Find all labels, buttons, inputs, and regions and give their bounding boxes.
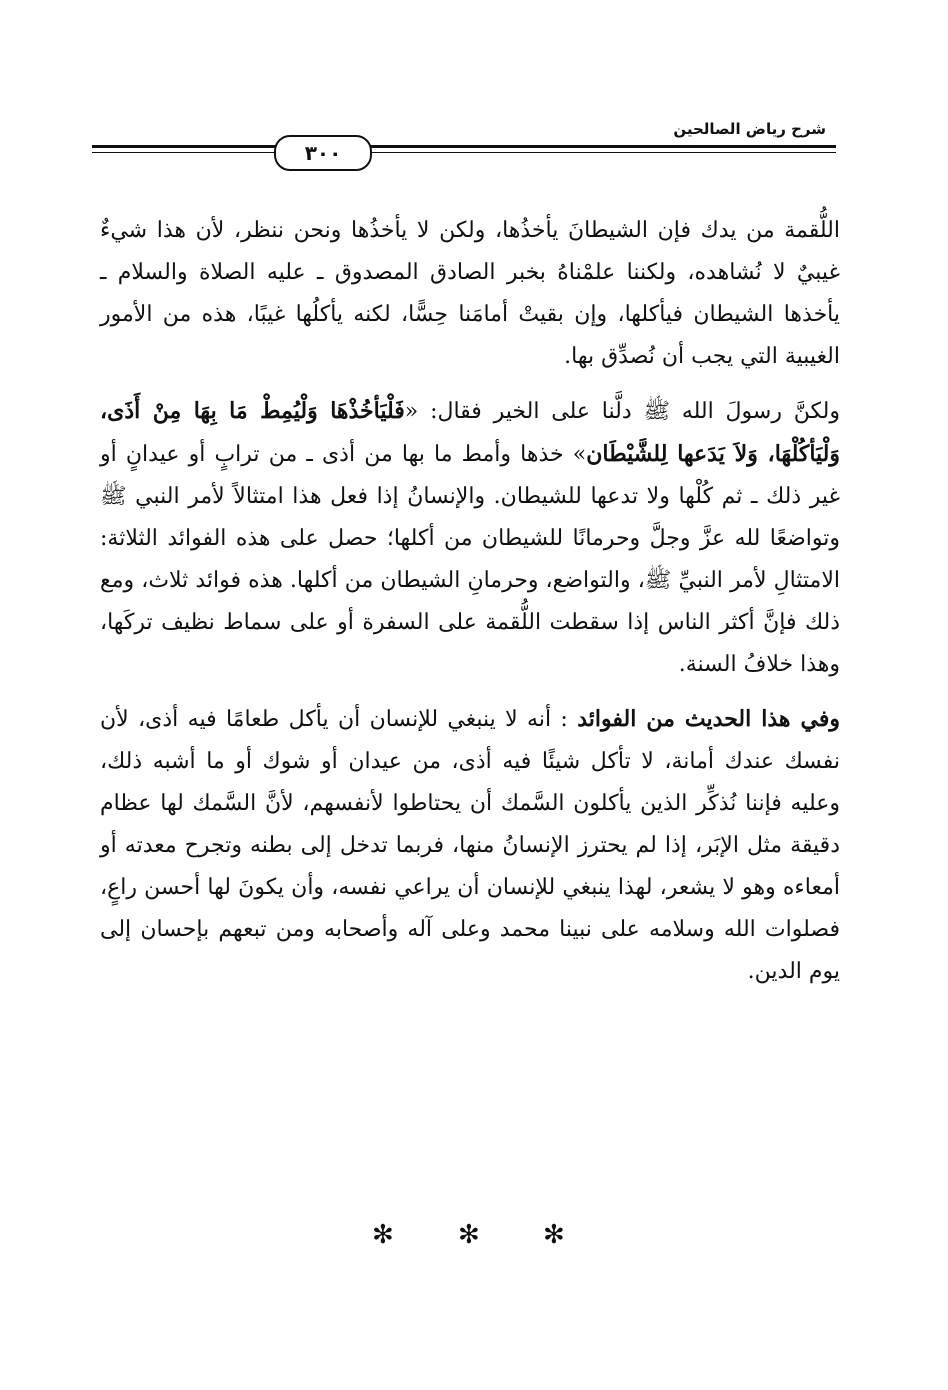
header-rule-left-top: [92, 145, 276, 148]
hadith-quote: فَلْيَأخُذْهَا وَلْيُمِطْ مَا بِهَا مِنْ أَذَى، وَلْيَأكُلْهَا، وَلاَ يَدَعها لِلشَّيْطَان: [100, 398, 840, 467]
header-rule-left-bottom: [92, 152, 276, 153]
paragraph-3-heading: وفي هذا الحديث من الفوائد: [577, 706, 841, 732]
separator-star-icon: ✻: [458, 1220, 480, 1250]
paragraph-2-rest: » خذها وأمط ما بها من أذى ـ من ترابٍ أو عيدانٍ أو غير ذلك ـ ثم كُلْها ولا تدعها للشيطان. والإنسانُ إذا فعل هذا امتثالاً لأمر النبي ﷺ وتواضعًا لله عزَّ وجلَّ وحرمانًا للشيطان من أكلها؛ حصل على هذه الفوائد الثلاثة: الامتثالِ لأمر النبيِّ ﷺ، والتواضع، وحرمانِ الشيطان من أكلها. هذه فوائد ثلاث، ومع ذلك فإنَّ أكثر الناس إذا سقطت اللُّقمة على السفرة أو على سماط نظيف تركَها، وهذا خلافُ السنة.: [100, 442, 840, 677]
separator-star-icon: ✻: [372, 1220, 394, 1250]
paragraph-3: [100, 698, 840, 993]
paragraph-2: [100, 390, 840, 686]
section-separator: [0, 1220, 948, 1260]
page-body: [100, 210, 840, 993]
paragraph-1: اللُّقمة من يدك فإن الشيطانَ يأخذُها، ولكن لا يأخذُها ونحن ننظر، لأن هذا شيءٌ غيبيٌ لا نُشاهده، ولكننا علمْناهُ بخبر الصادق المصدوق ـ عليه الصلاة والسلام ـ يأخذها الشيطان فيأكلها، وإن بقيتْ أمامَنا حِسًّا، لكنه يأكلُها غيبًا، هذه من الأمور الغيبية التي يجب أن نُصدِّق بها.: [100, 218, 840, 369]
separator-star-icon: ✻: [543, 1220, 565, 1250]
page-number-badge: [274, 135, 372, 171]
paragraph-3-rest: : أنه لا ينبغي للإنسان أن يأكل طعامًا فيه أذى، لأن نفسك عندك أمانة، لا تأكل شيئًا فيه أذى، من عيدان أو شوك أو ما أشبه ذلك، وعليه فإننا نُذكِّر الذين يأكلون السَّمك أن يحتاطوا لأنفسهم، لأنَّ السَّمك لها عظام دقيقة مثل الإبَر، إذا لم يحترز الإنسانُ منها، فربما تدخل إلى بطنه وتجرح معدته أو أمعاءه وهو لا يشعر، لهذا ينبغي للإنسان أن يراعي نفسه، وأن يكونَ لها أحسن راعٍ، فصلوات الله وسلامه على نبينا محمد وعلى آله وأصحابه ومن تبعهم بإحسان إلى يوم الدين.: [100, 707, 840, 984]
page-header: [92, 112, 836, 172]
header-rule-right-bottom: [366, 152, 836, 153]
page-number: ٣٠٠: [304, 141, 342, 165]
running-title: شرح رياض الصالحين: [673, 120, 826, 138]
paragraph-2-intro: ولكنَّ رسولَ الله ﷺ دلَّنا على الخير فقال: «: [404, 399, 841, 424]
header-rule-right-top: [366, 145, 836, 148]
